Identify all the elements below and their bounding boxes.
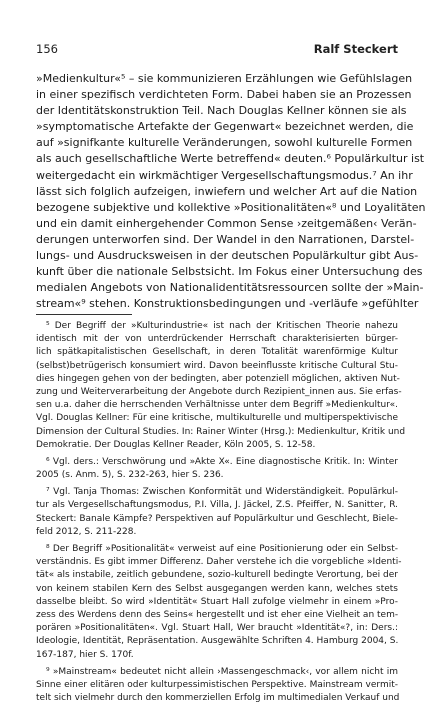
footnote-line: porären »Positionalitäten«. Vgl. Stuart Hall, Wer braucht »Identität«?, in: Ders.: <box>36 623 398 634</box>
footnote-line: verständnis. Es gibt immer Differenz. Daher verstehe ich die vorgebliche »Identi- <box>36 557 402 568</box>
footnote-line: feld 2012, S. 211-228. <box>36 526 137 537</box>
body-line: der Identitätskonstruktion Teil. Nach Douglas Kellner können sie als <box>36 104 407 118</box>
footnote-line: sen u.a. daher die herrschenden Verhältnisse unter dem Begriff »Medienkultur«. <box>36 400 398 411</box>
footnote-line: Dimension der Cultural Studies. In: Rainer Winter (Hrsg.): Medienkultur, Kritik und <box>36 426 406 437</box>
footnote-line: ⁶ Vgl. ders.: Verschwörung und »Akte X«. Eine diagnostische Kritik. In: Winter <box>46 456 398 467</box>
footnote-line: dasselbe bleibt. So wird »Identität« Stuart Hall zufolge vielmehr in einem »Pro- <box>36 596 398 607</box>
body-line: weitergedacht ein wirkmächtiger Vergesellschaftungsmodus.⁷ An ihr <box>36 168 413 182</box>
footnote-line: ⁷ Vgl. Tanja Thomas: Zwischen Konformität und Widerständigkeit. Populärkul- <box>46 487 398 498</box>
footnote-line: identisch mit der von unterdrückender Herrschaft charakterisierten bürger- <box>36 334 398 345</box>
footnote-line: Sinne einer elitären oder kulturpessimistischen Perspektive. Mainstream vermit- <box>36 679 398 690</box>
body-text <box>36 71 426 312</box>
body-line: bezogene subjektive und kollektive »Positionalitäten«⁸ und Loyalitäten <box>36 200 426 214</box>
footnote-line: Demokratie. Der Douglas Kellner Reader, Köln 2005, S. 12-58. <box>36 439 316 450</box>
footnote-line: (selbst)betrügerisch konsumiert wird. Davon beeinflusste kritische Cultural Stu- <box>36 360 398 371</box>
running-header <box>36 42 398 58</box>
body-line: »symptomatische Artefakte der Gegenwart« bezeichnet werden, die <box>36 120 414 134</box>
body-line: »Medienkultur«⁵ – sie kommunizieren Erzählungen wie Gefühlslagen <box>36 72 413 85</box>
footnote-line: 2005 (s. Anm. 5), S. 232-263, hier S. 236. <box>36 470 224 481</box>
footnote-line: lich spätkapitalistischen Gesellschaft, in deren Totalität warenförmige Kultur <box>36 347 398 358</box>
body-line: kunft über die nationale Selbstsicht. Im Fokus einer Untersuchung des <box>36 265 423 279</box>
footnote-line: tät« als instabile, zeitlich gebundene, sozio-kulturell bedingte Verortung, bei der <box>36 570 398 581</box>
footnote-line: ⁸ Der Begriff »Positionalität« verweist auf eine Positionierung oder ein Selbst- <box>46 544 398 554</box>
footnote-line: ⁵ Der Begriff der »Kulturindustrie« ist nach der Kritischen Theorie nahezu <box>46 321 398 331</box>
body-line: derungen unterworfen sind. Der Wandel in den Narrationen, Darstel- <box>36 232 415 246</box>
footnote-separator <box>36 314 132 315</box>
footnote-line: Vgl. Douglas Kellner: Für eine kritische, multikulturelle und multiperspektivische <box>36 413 398 424</box>
footnote-line: von keinem stabilen Kern des Selbst ausgegangen werden kann, welches stets <box>36 583 398 594</box>
body-line: stream«⁹ stehen. Konstruktionsbedingungen und -verläufe »gefühlter <box>36 297 419 311</box>
body-line: als auch gesellschaftliche Werte betreffend« deuten.⁶ Populärkultur ist <box>36 152 425 166</box>
body-line: medialen Angebots von Nationalidentitätsressourcen sollte der »Main- <box>36 281 424 295</box>
footnote-line: zess des Werdens denn des Seins« hergestellt und ist eher eine Vielheit an tem- <box>36 609 399 620</box>
footnote-line: Steckert: Banale Kämpfe? Perspektiven auf Populärkultur und Geschlecht, Biele- <box>36 513 398 524</box>
page-number: 156 <box>36 42 58 56</box>
footnote-line: dies hingegen gehen von der bedingten, aber potenziell möglichen, aktiven Nut- <box>36 373 400 384</box>
footnote-line: tur als Vergesellschaftungsmodus, P.I. Villa, J. Jäckel, Z.S. Pfeiffer, N. Sanitter, R. <box>36 500 398 511</box>
body-line: lässt sich folglich aufzeigen, inwiefern und welcher Art auf die Nation <box>36 184 418 198</box>
body-line: in einer spezifisch verdichteten Form. Dabei haben sie an Prozessen <box>36 88 412 102</box>
footnote-line: 167-187, hier S. 170f. <box>36 649 134 660</box>
footnote-line: zung und Weiterverarbeitung der Angebote durch Rezipient_innen aus. Sie erfas- <box>36 386 402 397</box>
footnote-line: ⁹ »Mainstream« bedeutet nicht allein ›Massengeschmack‹, vor allem nicht im <box>46 666 398 677</box>
footnote-line: Ideologie, Identität, Repräsentation. Ausgewählte Schriften 4. Hamburg 2004, S. <box>36 636 399 647</box>
footnotes <box>36 320 406 705</box>
footnote-line: telt sich vielmehr durch den kommerziellen Erfolg im multimedialen Verkauf und <box>36 693 400 704</box>
body-line: auf »signifkante kulturelle Veränderungen, sowohl kulturelle Formen <box>36 136 413 150</box>
running-head-author: Ralf Steckert <box>313 42 398 56</box>
body-line: lungs- und Ausdrucksweisen in der deutschen Populärkultur gibt Aus- <box>36 249 419 263</box>
body-line: und ein damit einhergehender Common Sense ›zeitgemäßen‹ Verän- <box>36 216 417 230</box>
